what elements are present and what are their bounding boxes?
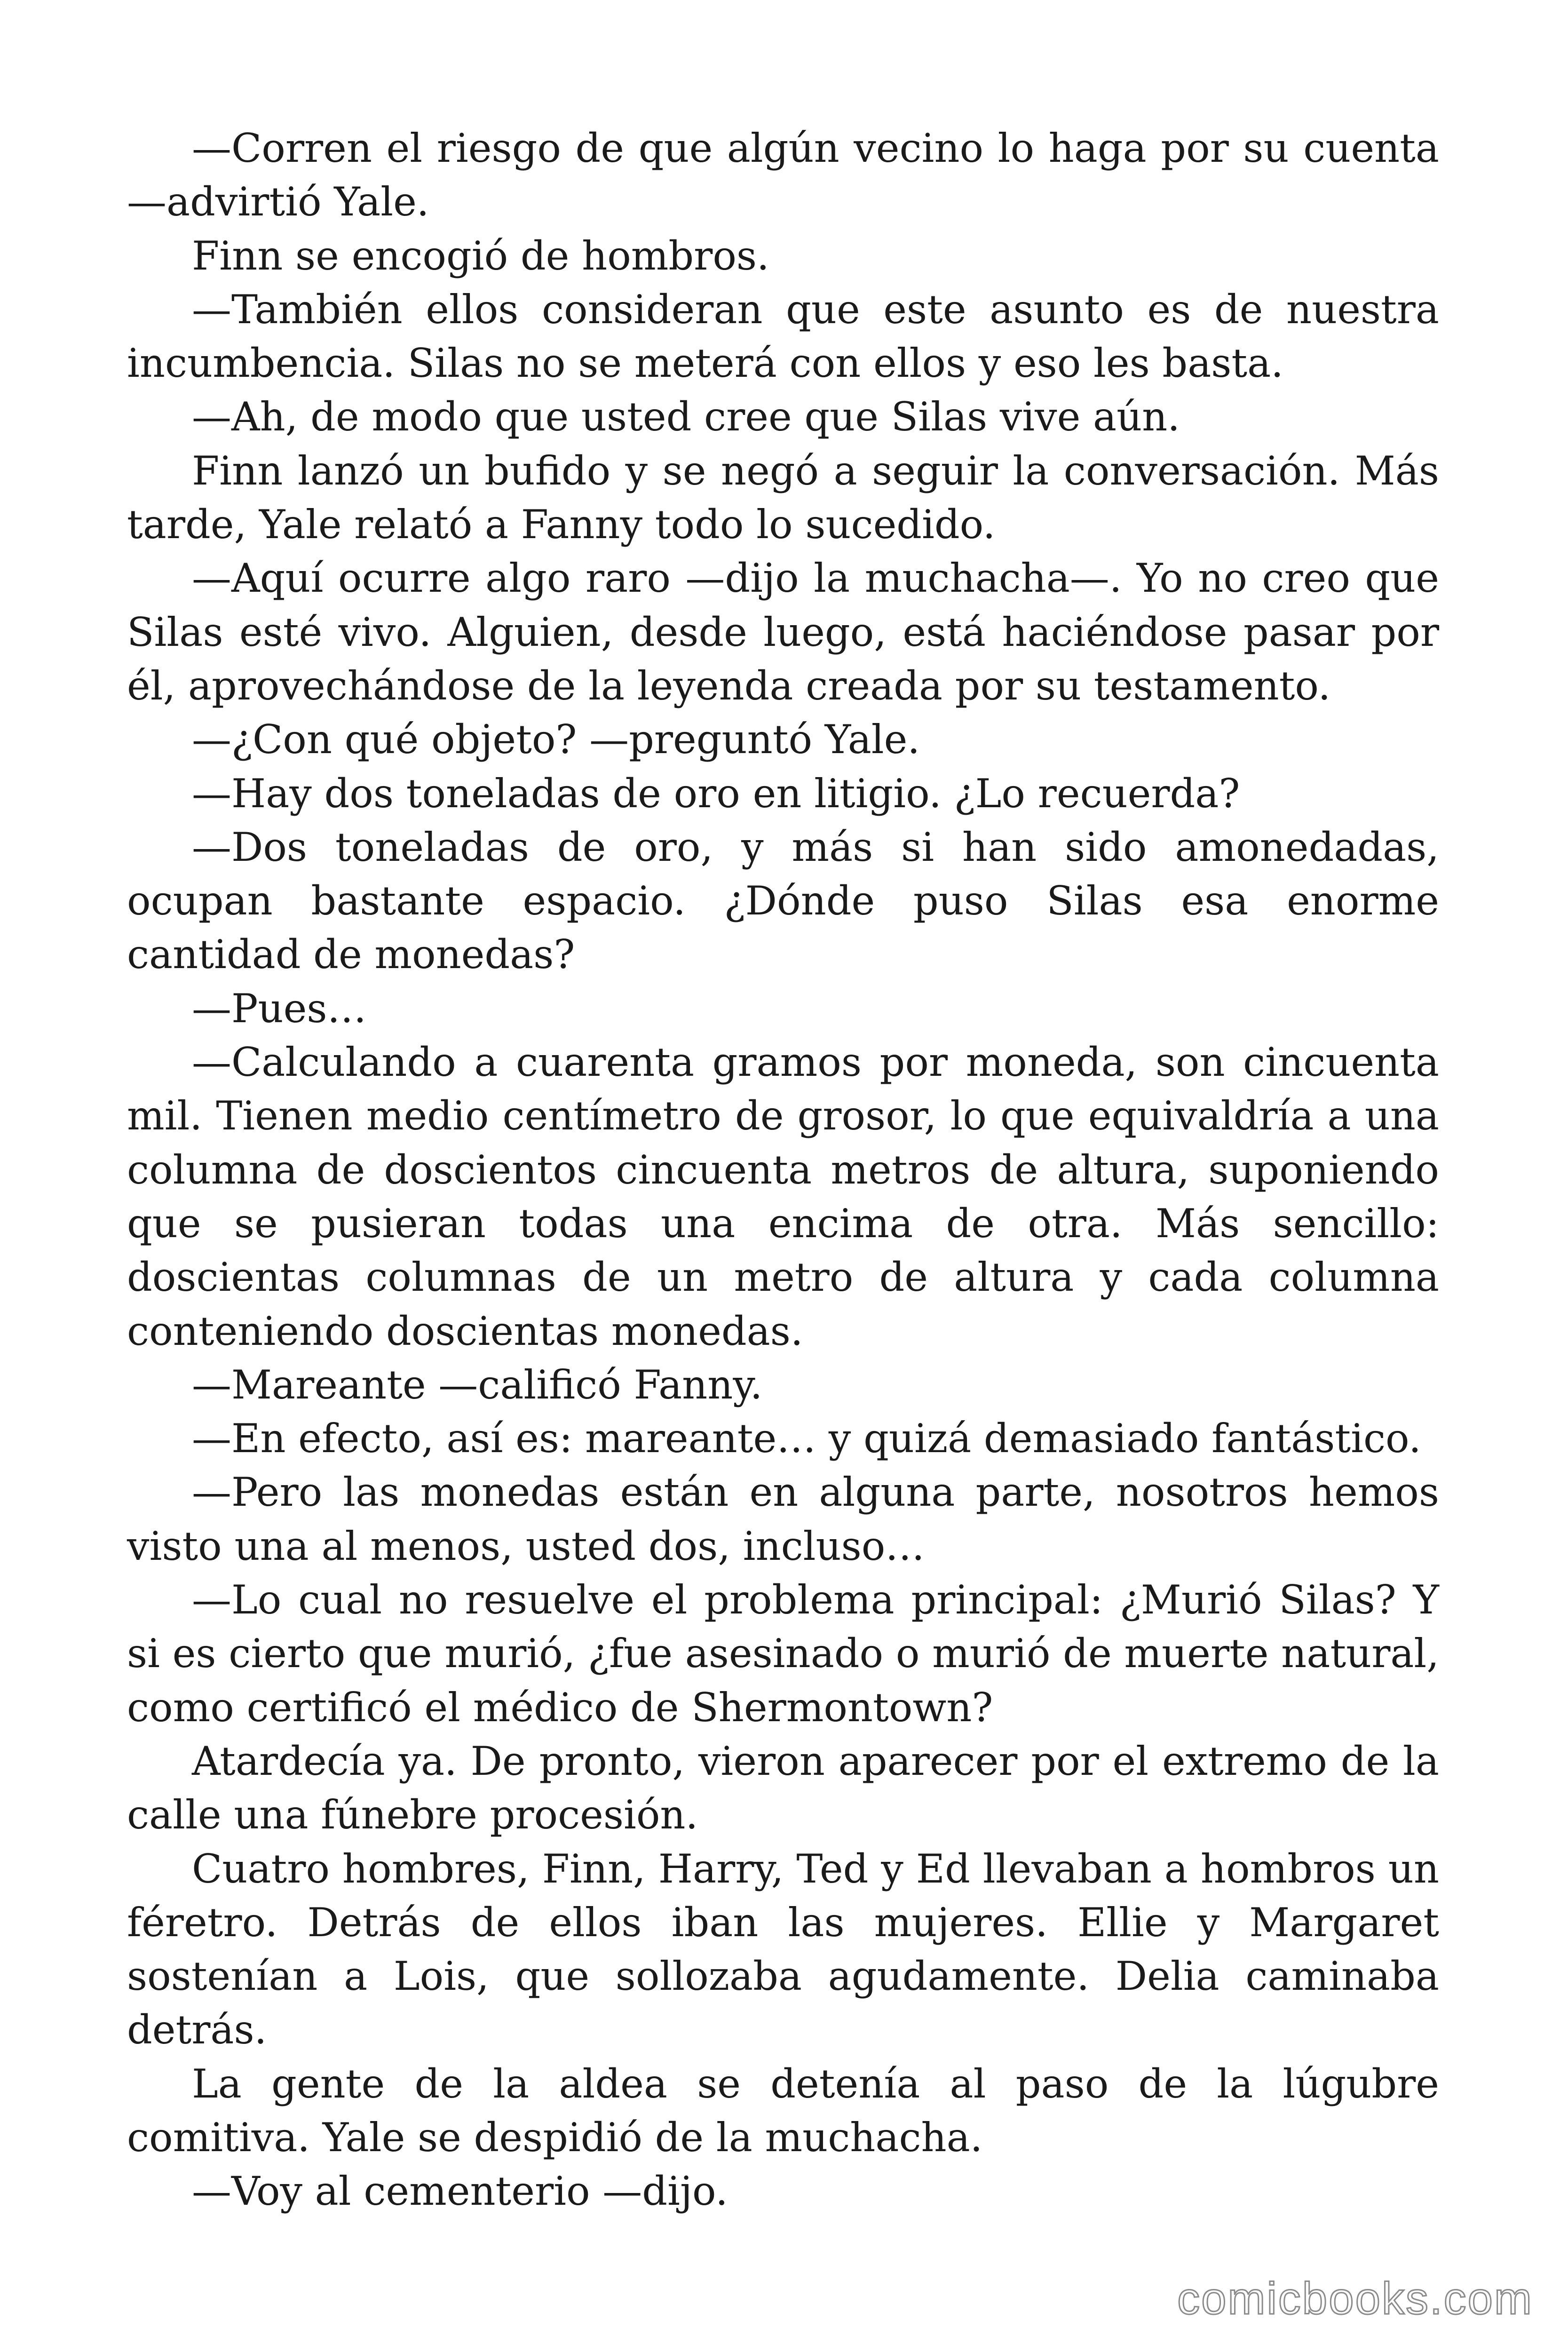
paragraph: —También ellos consideran que este asunto es de nuestra incumbencia. Silas no se meterá con ellos y eso les basta. — [127, 286, 1439, 387]
paragraph: —Voy al cementerio —dijo. — [192, 2168, 728, 2215]
paragraph: —Lo cual no resuelve el problema principal: ¿Murió Silas? Y si es cierto que murió, ¿fue asesinado o murió de muerte natural, como certificó el médico de Shermontown? — [127, 1577, 1439, 1731]
paragraph: —Corren el riesgo de que algún vecino lo haga por su cuenta —advirtió Yale. — [127, 125, 1439, 225]
paragraph: —Ah, de modo que usted cree que Silas vive aún. — [192, 394, 1180, 440]
paragraph: Cuatro hombres, Finn, Harry, Ted y Ed llevaban a hombros un féretro. Detrás de ellos iban las mujeres. Ellie y Margaret sostenían a Lois, que sollozaba agudamente. Delia caminaba detrás. — [127, 1845, 1439, 2053]
paragraph: —Calculando a cuarenta gramos por moneda, son cincuenta mil. Tienen medio centímetro de grosor, lo que equivaldría a una columna de doscientos cincuenta metros de altura, suponiendo que se pusieran todas una encima de otra. Más sencillo: doscientas columnas de un metro de altura y cada columna conteniendo doscientas monedas. — [127, 1039, 1439, 1354]
paragraph: Finn se encogió de hombros. — [192, 232, 769, 279]
paragraph: Atardecía ya. De pronto, vieron aparecer por el extremo de la calle una fúnebre procesión. — [127, 1738, 1439, 1838]
watermark: comicbooks.com — [1177, 2273, 1533, 2324]
paragraph: —Pero las monedas están en alguna parte, nosotros hemos visto una al menos, usted dos, incluso… — [127, 1469, 1439, 1569]
paragraph: Finn lanzó un bufido y se negó a seguir la conversación. Más tarde, Yale relató a Fanny todo lo sucedido. — [127, 447, 1439, 548]
paragraph: —Mareante —calificó Fanny. — [192, 1361, 763, 1408]
paragraph: —Pues… — [192, 985, 367, 1032]
paragraph: —¿Con qué objeto? —preguntó Yale. — [192, 716, 920, 763]
paragraph: La gente de la aldea se detenía al paso de la lúgubre comitiva. Yale se despidió de la muchacha. — [127, 2060, 1439, 2161]
paragraph: —Dos toneladas de oro, y más si han sido amonedadas, ocupan bastante espacio. ¿Dónde puso Silas esa enorme cantidad de monedas? — [127, 824, 1439, 978]
paragraph: —En efecto, así es: mareante… y quizá demasiado fantástico. — [192, 1415, 1421, 1462]
paragraph: —Hay dos toneladas de oro en litigio. ¿Lo recuerda? — [192, 770, 1240, 817]
book-page-text — [127, 121, 1439, 2218]
paragraph: —Aquí ocurre algo raro —dijo la muchacha—. Yo no creo que Silas esté vivo. Alguien, desde luego, está haciéndose pasar por él, aprovechándose de la leyenda creada por su testamento. — [127, 555, 1439, 709]
